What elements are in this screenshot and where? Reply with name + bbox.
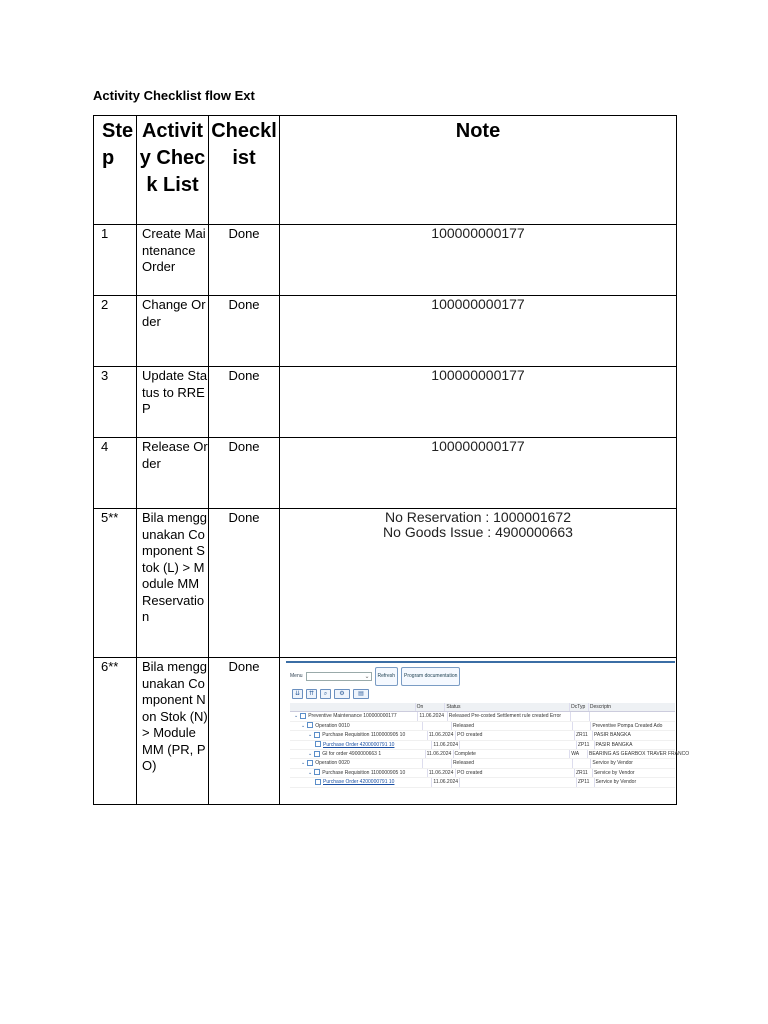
sap-cell-description: PASIR BANGKA [595,741,633,748]
sap-node-text: GI for order 4900000663 1 [322,750,382,757]
sap-tree-row [290,750,690,759]
step-cell: 1 [94,225,137,296]
activity-cell: Release Order [137,438,209,509]
sap-cell-on [423,722,452,730]
checklist-cell: Done [209,658,280,805]
header-checklist: Checklist [209,116,280,225]
sap-col-object [290,703,416,711]
step-cell: 6** [94,658,137,805]
table-row [94,367,677,438]
document-icon [315,741,321,747]
sap-cell-status: Released [452,759,573,767]
sap-node-text: Operation 0020 [315,760,350,767]
sap-cell-on [423,759,452,767]
sap-cell-doctype [573,722,591,730]
sap-cell-description: BEARING AS GEARBOX TRAVER FRANCO [589,750,690,757]
table-row [94,509,677,658]
document-icon [315,779,321,785]
sap-tree-row [290,712,675,721]
document-title: Activity Checklist flow Ext [93,88,255,103]
step-cell: 4 [94,438,137,509]
sap-tree-row [290,759,675,768]
document-icon [300,713,306,719]
table-header-row [94,116,677,225]
sap-cell-doctype: ZP11 [577,741,595,749]
expand-chevron-icon: ⌄ [308,732,313,739]
document-icon [307,760,313,766]
sap-cell-doctype: ZR11 [575,731,593,739]
activity-cell: Update Status to RREP [137,367,209,438]
checklist-cell: Done [209,509,280,658]
sap-node-text: Purchase Requisition 1100000905 10 [322,732,406,739]
header-note: Note [280,116,677,225]
collapse-all-icon: ⇈ [306,689,317,699]
expand-chevron-icon: ⌄ [308,769,313,776]
header-activity: Activity Check List [137,116,209,225]
sap-cell-status [460,778,577,786]
sap-tree-row [290,778,675,787]
note-cell [280,509,677,658]
table-row [94,438,677,509]
sap-cell-status: PO created [456,769,575,777]
settings-icon: ⚙ [334,689,350,699]
note-cell: 100000000177 [280,296,677,367]
sap-order-screenshot [286,661,690,795]
find-icon: ⌕ [320,689,331,699]
sap-cell-doctype: ZR11 [575,769,593,777]
layout-icon: ▤ [353,689,369,699]
step-cell: 2 [94,296,137,367]
sap-col-doctype: DcTyp [570,703,589,711]
sap-cell-status: PO created [456,731,575,739]
sap-cell-description [590,712,675,720]
sap-col-description: Descriptn [589,704,612,710]
sap-cell-description: Service by Vendor [595,779,637,786]
sap-tree-row [290,769,675,778]
sap-cell-doctype [573,759,591,767]
sap-order-tree-grid [290,703,690,788]
sap-tree-node [290,778,432,786]
note-cell: 100000000177 [280,225,677,296]
sap-cell-status [460,741,577,749]
sap-node-text: Operation 0010 [315,722,350,729]
expand-chevron-icon: ⌄ [301,760,306,767]
sap-col-on: On [416,703,446,711]
sap-cell-description: Service by Vendor [592,760,633,767]
sap-cell-on: 11.06.2024 [426,750,454,758]
sap-node-text: Purchase Requisition 1100000905 10 [322,769,406,776]
document-icon [314,769,320,775]
table-row [94,296,677,367]
header-step: Step [94,116,137,225]
activity-cell: Create Maintenance Order [137,225,209,296]
expand-all-icon: ⇊ [292,689,303,699]
activity-cell: Change Order [137,296,209,367]
activity-checklist-table [93,115,690,805]
sap-cell-doctype: WA [570,750,588,758]
sap-menu-row [290,667,460,686]
sap-grid-header [290,703,675,712]
step-cell: 3 [94,367,137,438]
sap-program-documentation-button: Program documentation [401,667,460,686]
table-row [94,225,677,296]
sap-tree-row [290,731,675,740]
sap-cell-on: 11.06.2024 [432,741,460,749]
sap-node-text: Purchase Order 4200000791 10 [323,779,395,786]
sap-menu-dropdown [306,672,372,681]
sap-cell-on: 11.06.2024 [428,769,456,777]
sap-cell-on: 11.06.2024 [428,731,456,739]
sap-toolbar [292,689,369,699]
note-cell: 100000000177 [280,438,677,509]
checklist-cell: Done [209,438,280,509]
note-cell: 100000000177 [280,367,677,438]
sap-cell-doctype [571,712,590,720]
sap-tree-row [290,741,675,750]
sap-cell-description: Preventive Pompa Created Ado [592,722,663,729]
sap-col-status: Status [445,703,570,711]
sap-cell-status: Complete [454,750,571,758]
activity-cell: Bila menggunakan Component Non Stok (N) > Module MM (PR, PO) [137,658,209,805]
document-icon [307,722,313,728]
checklist-cell: Done [209,367,280,438]
sap-cell-description: Service by Vendor [593,769,635,776]
sap-tree-node [290,712,418,720]
sap-tree-node [290,731,428,739]
step-cell: 5** [94,509,137,658]
sap-tree-node [290,741,432,749]
sap-cell-on: 11.06.2024 [418,712,447,720]
sap-cell-status: Released [452,722,573,730]
sap-tree-node [290,759,423,767]
note-cell [280,658,690,805]
sap-cell-doctype: ZP11 [577,778,595,786]
sap-cell-description: PASIR BANGKA [593,732,631,739]
sap-tree-node [290,722,423,730]
sap-tree-node [290,750,426,758]
reservation-number: No Reservation : 1000001672 [384,509,572,525]
goods-issue-number: No Goods Issue : 4900000663 [383,524,573,540]
document-icon [314,732,320,738]
sap-tree-row [290,722,675,731]
checklist-cell: Done [209,296,280,367]
table-row [94,658,677,805]
activity-cell: Bila menggunakan Component Stok (L) > Module MM Reservation [137,509,209,658]
sap-cell-on: 11.06.2024 [432,778,460,786]
expand-chevron-icon: ⌄ [301,722,306,729]
sap-tree-node [290,769,428,777]
checklist-cell: Done [209,225,280,296]
sap-node-text: Purchase Order 4200000791 10 [323,741,395,748]
sap-refresh-button: Refresh [375,667,399,686]
sap-node-text: Preventive Maintenance 100000000177 [308,713,397,720]
expand-chevron-icon: ⌄ [294,713,299,720]
sap-cell-status: Released Pre-costed Settlement rule created Error [448,712,571,720]
expand-chevron-icon: ⌄ [308,750,313,757]
sap-menu-label: Menu [290,673,303,679]
document-icon [314,751,320,757]
